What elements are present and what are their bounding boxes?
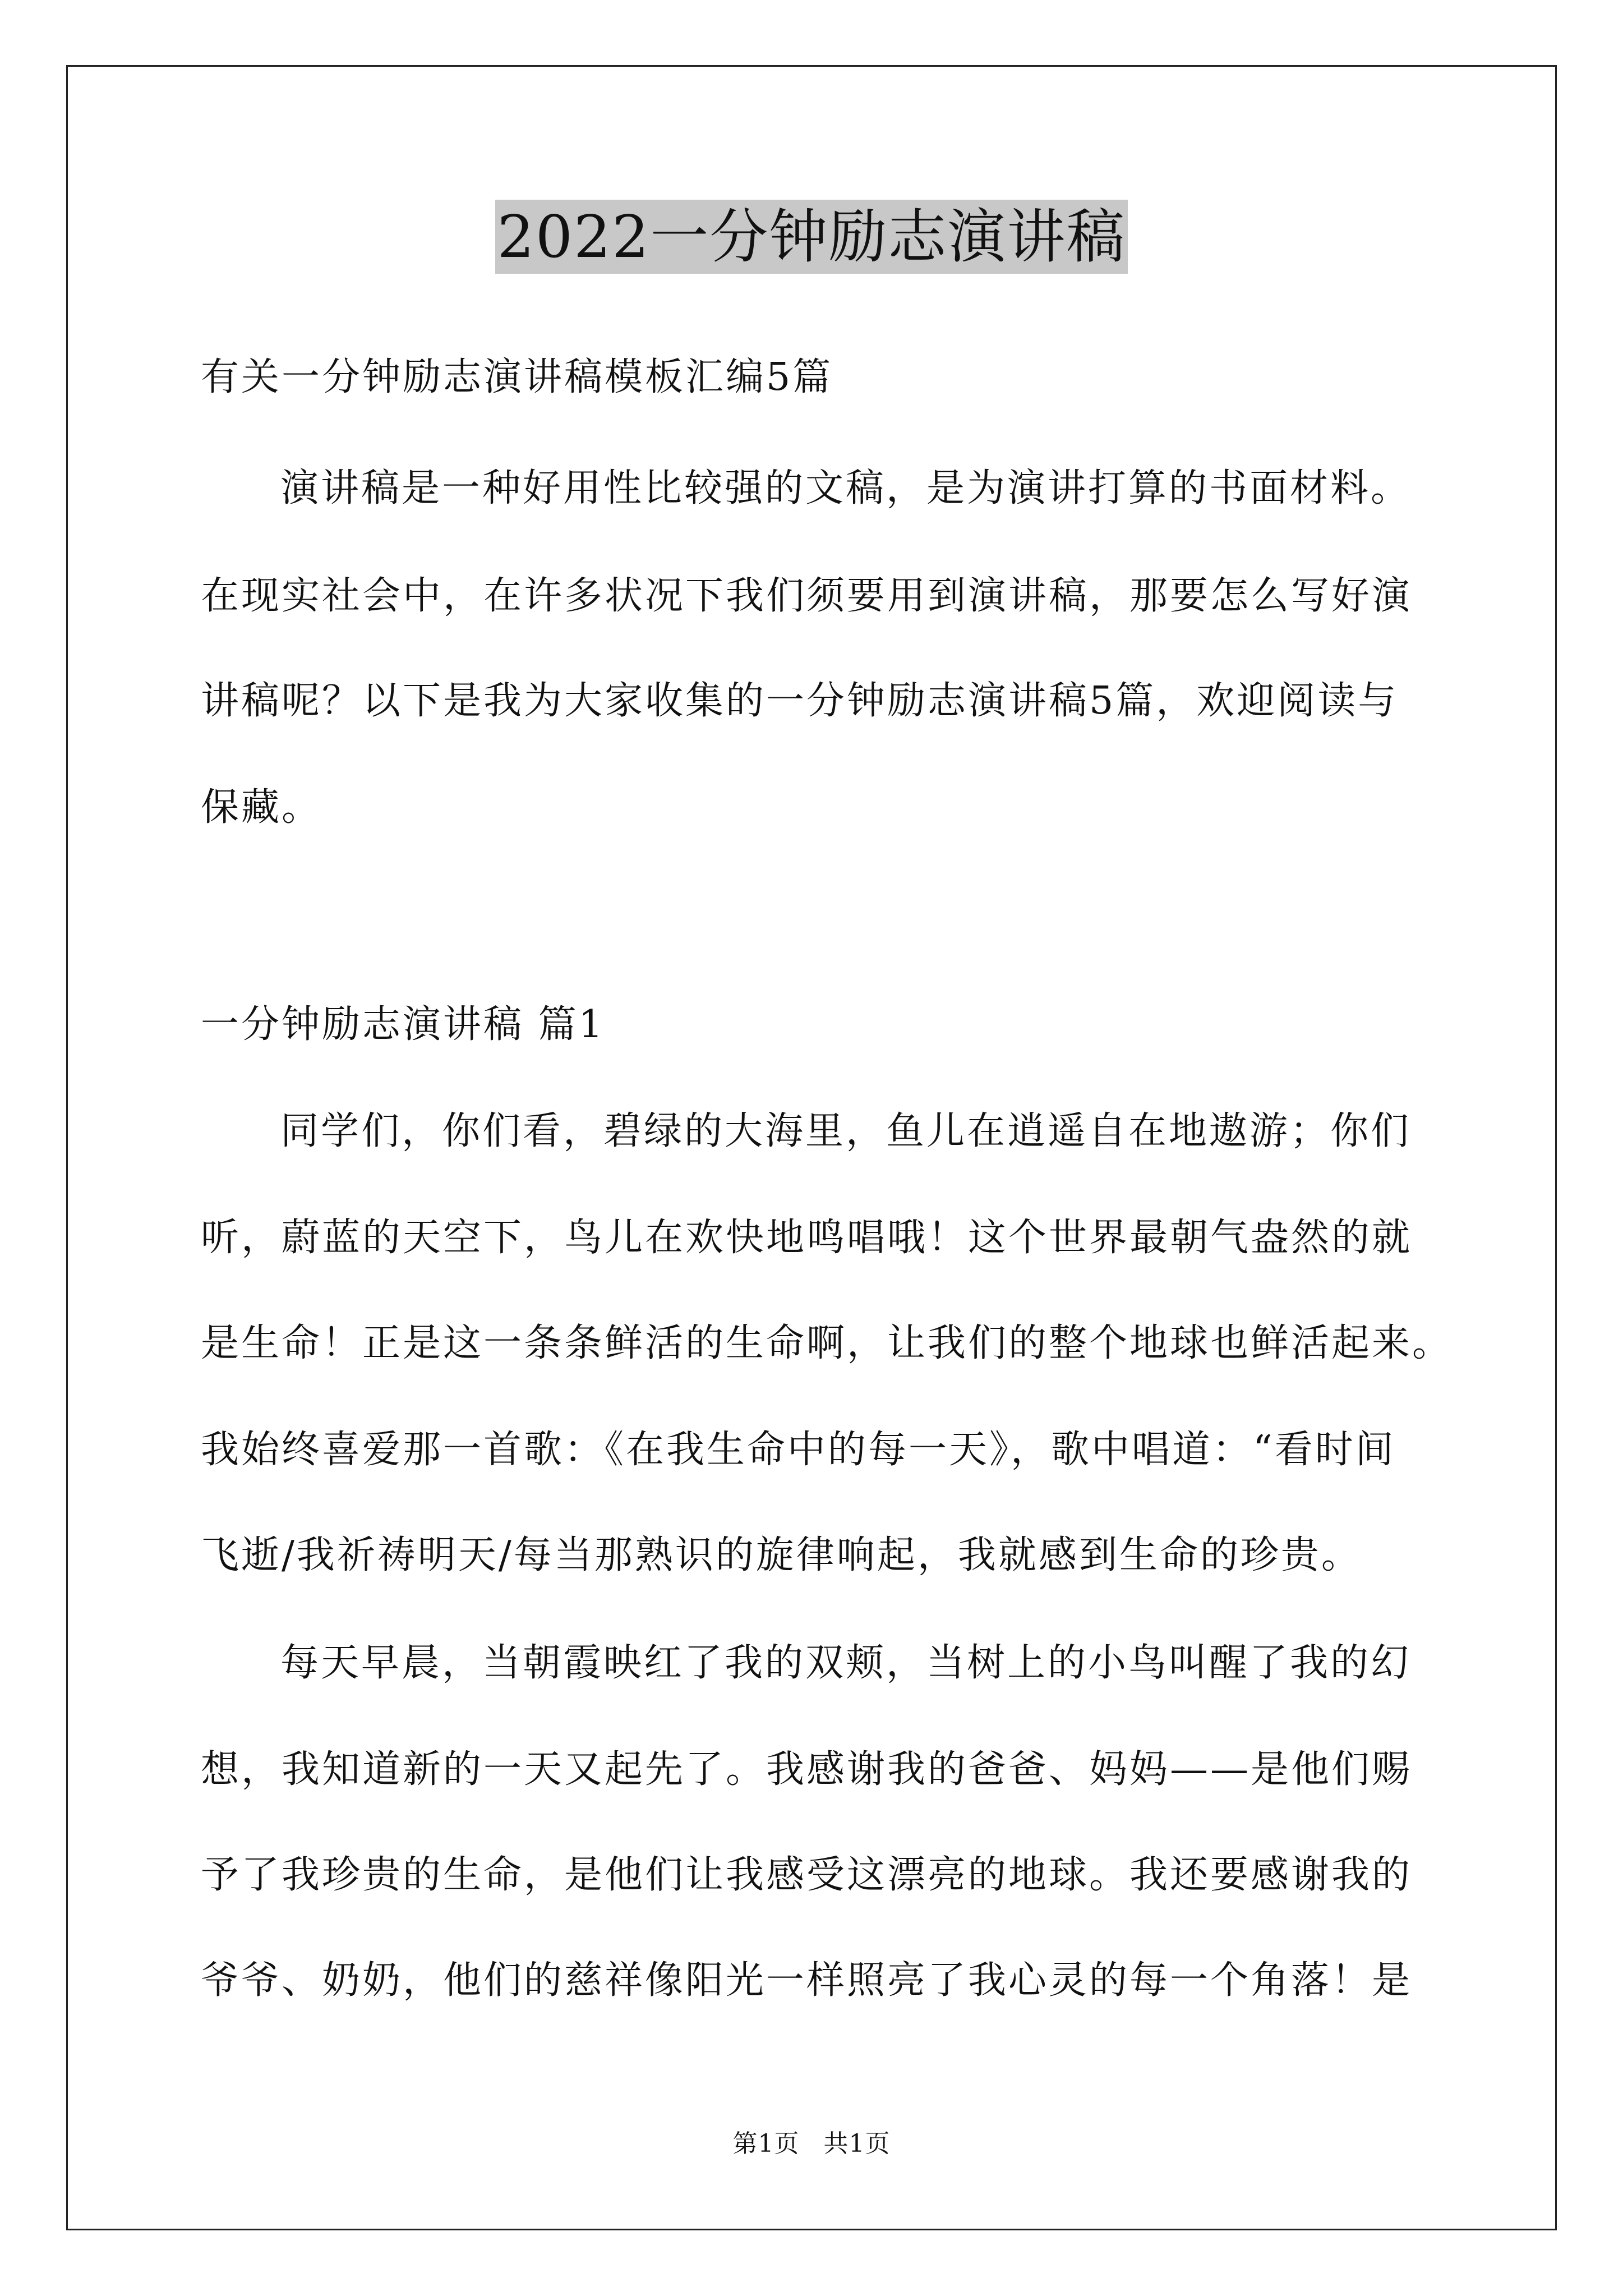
para1-line-4: 我始终喜爱那一首歌：《在我生命中的每一天》，歌中唱道：“看时间 xyxy=(201,1428,1396,1472)
para1-line-3: 是生命！正是这一条条鲜活的生命啊，让我们的整个地球也鲜活起来。 xyxy=(201,1321,1453,1365)
para1-line-2: 听，蔚蓝的天空下，鸟儿在欢快地鸣唱哦！这个世界最朝气盎然的就 xyxy=(201,1216,1413,1260)
para2-line-1: 每天早晨，当朝霞映红了我的双颊，当树上的小鸟叫醒了我的幻 xyxy=(280,1641,1412,1685)
para2-line-4: 爷爷、奶奶，他们的慈祥像阳光一样照亮了我心灵的每一个角落！是 xyxy=(201,1958,1413,2003)
intro-line-1: 演讲稿是一种好用性比较强的文稿，是为演讲打算的书面材料。 xyxy=(280,466,1412,510)
intro-line-3: 讲稿呢？以下是我为大家收集的一分钟励志演讲稿5篇，欢迎阅读与 xyxy=(201,679,1399,723)
page-footer xyxy=(0,2127,1623,2161)
para2-line-2: 想，我知道新的一天又起先了。我感谢我的爸爸、妈妈——是他们赐 xyxy=(201,1747,1413,1792)
document-subtitle: 有关一分钟励志演讲稿模板汇编5篇 xyxy=(201,355,833,399)
para1-line-5: 飞逝/我祈祷明天/每当那熟识的旋律响起，我就感到生命的珍贵。 xyxy=(201,1533,1362,1577)
section-heading: 一分钟励志演讲稿 篇1 xyxy=(201,1002,605,1047)
title-wrap xyxy=(0,200,1623,274)
page-number: 第1页 xyxy=(732,2129,800,2158)
document-title: 2022一分钟励志演讲稿 xyxy=(495,200,1128,274)
para2-line-3: 予了我珍贵的生命，是他们让我感受这漂亮的地球。我还要感谢我的 xyxy=(201,1853,1413,1897)
para1-line-1: 同学们，你们看，碧绿的大海里，鱼儿在逍遥自在地遨游；你们 xyxy=(280,1109,1412,1153)
page-total: 共1页 xyxy=(823,2129,891,2158)
intro-line-4: 保藏。 xyxy=(201,785,322,830)
intro-line-2: 在现实社会中，在许多状况下我们须要用到演讲稿，那要怎么写好演 xyxy=(201,574,1413,618)
